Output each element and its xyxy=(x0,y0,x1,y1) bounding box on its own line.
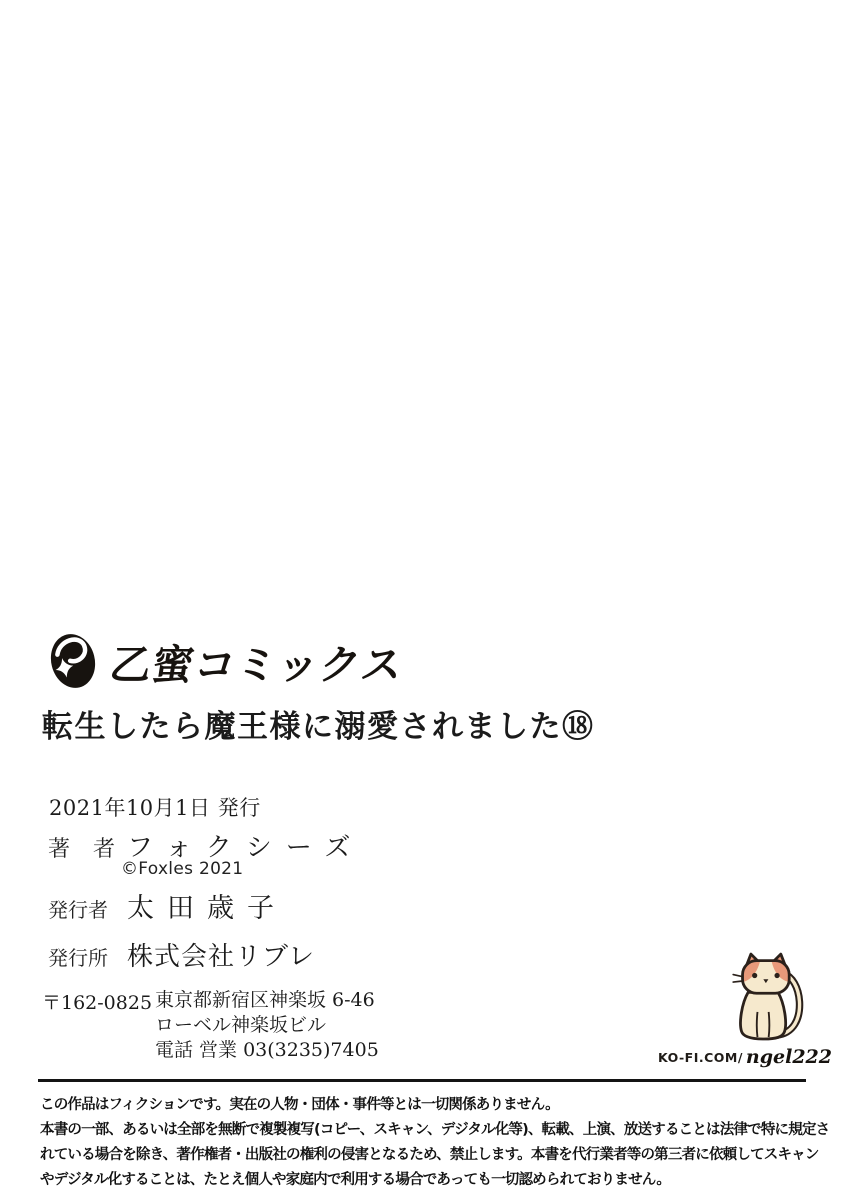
postal-code: 〒162-0825 xyxy=(42,992,153,1014)
publication-date: 2021年10月1日 発行 xyxy=(49,796,261,820)
address-line-2: ローベル神楽坂ビル xyxy=(155,1014,327,1036)
kofi-credit xyxy=(658,1046,832,1068)
brand-logo xyxy=(44,628,408,694)
publisher-row xyxy=(48,886,287,925)
book-title: 転生したら魔王様に溺愛されました⑱ xyxy=(42,709,595,745)
kofi-handle: ngel222 xyxy=(745,1046,832,1068)
imprint-name: 株式会社リブレ xyxy=(127,942,315,972)
brand-name: 乙蜜コミックス xyxy=(106,640,408,689)
cat-mascot-illustration xyxy=(722,950,806,1044)
divider-rule xyxy=(38,1079,806,1082)
copyright-notice: ©Foxles 2021 xyxy=(121,859,244,879)
disclaimer-line: 本書の一部、あるいは全部を無断で複製複写(コピー、スキャン、デジタル化等)、転載、上演、放送することは法律で特に規定さ xyxy=(40,1122,830,1138)
author-label: 著 者 xyxy=(48,837,123,862)
legal-disclaimer xyxy=(40,1093,829,1193)
publisher-address xyxy=(42,988,379,1063)
imprint-row xyxy=(48,936,315,973)
publisher-name: 太田歳子 xyxy=(127,893,287,924)
phone-line: 電話 営業 03(3235)7405 xyxy=(155,1039,379,1061)
disclaimer-line: やデジタル化することは、たとえ個人や家庭内で利用する場合であっても一切認められておりません。 xyxy=(40,1172,671,1188)
imprint-label: 発行所 xyxy=(48,946,108,970)
author-name: フォクシーズ xyxy=(127,833,365,863)
disclaimer-line: この作品はフィクションです。実在の人物・団体・事件等とは一切関係ありません。 xyxy=(40,1097,559,1113)
disclaimer-line: れている場合を除き、著作権者・出版社の権利の侵害となるため、禁止します。本書を代行業者等の第三者に依頼してスキャン xyxy=(40,1147,819,1163)
otomitsu-sparkle-icon xyxy=(44,628,102,694)
publisher-label: 発行者 xyxy=(48,898,108,922)
address-line-1: 東京都新宿区神楽坂 6-46 xyxy=(155,989,375,1011)
kofi-url-prefix: KO-FI.COM/ xyxy=(658,1049,743,1065)
